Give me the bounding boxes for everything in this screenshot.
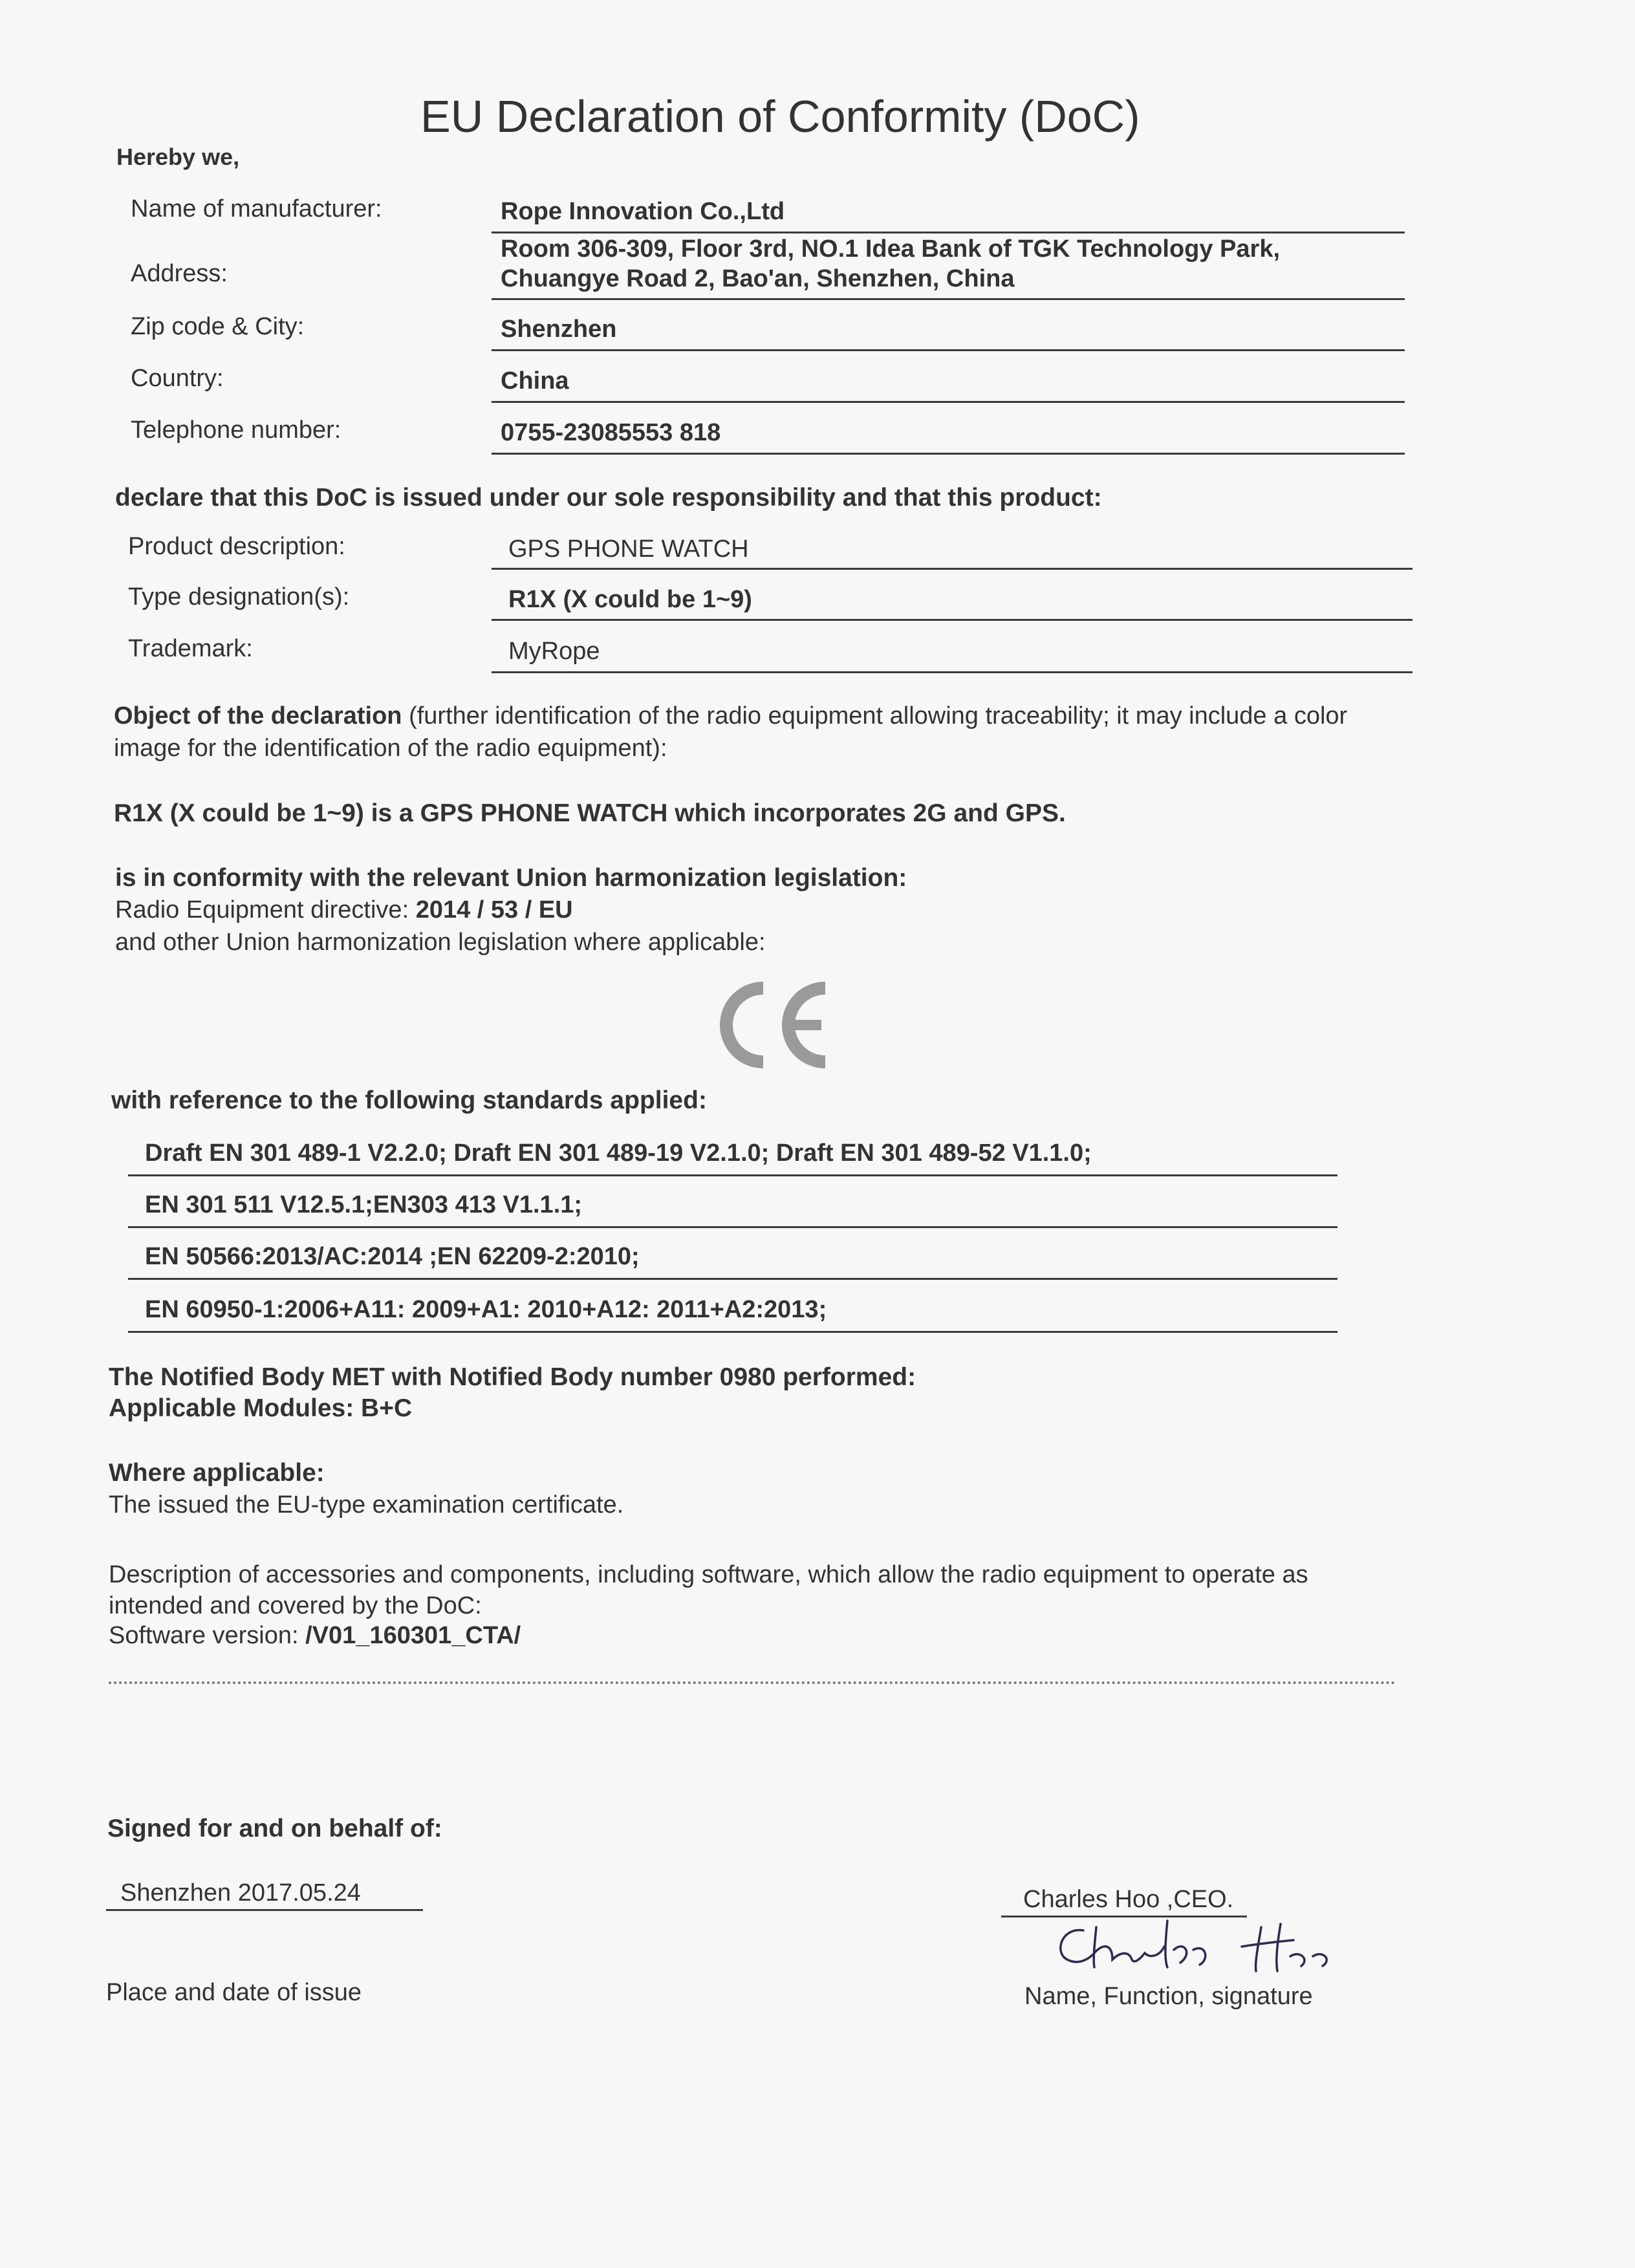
manufacturer-name-line [492,232,1405,233]
phone-label: Telephone number: [131,416,341,444]
other-legislation: and other Union harmonization legislation where applicable: [115,929,766,956]
hereby-text: Hereby we, [116,144,240,170]
directive-label: Radio Equipment directive: [115,896,416,923]
standard-line [128,1174,1337,1176]
handwritten-signature [1048,1914,1345,1985]
address-line1: Room 306-309, Floor 3rd, NO.1 Idea Bank of TGK Technology Park, [501,235,1281,263]
address-label: Address: [131,260,228,287]
object-statement: R1X (X could be 1~9) is a GPS PHONE WATCH which incorporates 2G and GPS. [114,799,1066,827]
address-line [492,298,1405,300]
standard-item: EN 301 511 V12.5.1;EN303 413 V1.1.1; [145,1191,583,1218]
notified-body-line1: The Notified Body MET with Notified Body number 0980 performed: [109,1363,916,1391]
type-designation-label: Type designation(s): [128,583,350,610]
product-description-line [492,568,1413,570]
address-line2: Chuangye Road 2, Bao'an, Shenzhen, China [501,265,1015,292]
object-heading: Object of the declaration [114,702,402,729]
accessories-line1: Description of accessories and components, including software, which allow the radio equipment to operate as [109,1561,1308,1588]
manufacturer-name-label: Name of manufacturer: [131,195,382,222]
product-description-label: Product description: [128,533,345,560]
phone-line [492,453,1405,455]
country-value: China [501,367,569,394]
zip-label: Zip code & City: [131,313,305,340]
type-designation-value: R1X (X could be 1~9) [508,586,752,613]
standard-item: EN 60950-1:2006+A11: 2009+A1: 2010+A12: 2011+A2:2013; [145,1296,827,1323]
directive-line [115,896,573,924]
dotted-separator [109,1681,1396,1684]
phone-value: 0755-23085553 818 [501,419,721,446]
product-description-value: GPS PHONE WATCH [508,535,749,563]
notified-body-line2: Applicable Modules: B+C [109,1394,413,1422]
signed-heading: Signed for and on behalf of: [107,1815,442,1842]
trademark-line [492,671,1413,673]
standard-line [128,1278,1337,1280]
zip-value: Shenzhen [501,316,617,343]
conformity-heading: is in conformity with the relevant Union harmonization legislation: [115,864,907,892]
ce-mark-icon [718,977,834,1074]
where-applicable-text: The issued the EU-type examination certificate. [109,1491,624,1518]
signatory-name: Charles Hoo ,CEO. [1023,1886,1234,1913]
object-declaration-line2: image for the identification of the radio equipment): [114,735,667,762]
object-rest: (further identification of the radio equipment allowing traceability; it may include a color [402,702,1348,729]
place-date-label: Place and date of issue [106,1979,362,2006]
software-version-line [109,1622,521,1650]
document-title: EU Declaration of Conformity (DoC) [420,91,1140,142]
trademark-label: Trademark: [128,635,253,662]
where-applicable-heading: Where applicable: [109,1459,325,1487]
country-line [492,401,1405,403]
declare-statement: declare that this DoC is issued under our sole responsibility and that this product: [115,484,1102,512]
country-label: Country: [131,365,224,392]
software-version-label: Software version: [109,1622,306,1649]
place-date-value: Shenzhen 2017.05.24 [120,1879,361,1906]
place-date-line [106,1909,423,1911]
standard-line [128,1331,1337,1333]
standard-line [128,1226,1337,1228]
standard-item: EN 50566:2013/AC:2014 ;EN 62209-2:2010; [145,1243,640,1270]
standard-item: Draft EN 301 489-1 V2.2.0; Draft EN 301 489-19 V2.1.0; Draft EN 301 489-52 V1.1.0; [145,1139,1092,1167]
zip-line [492,349,1405,351]
manufacturer-name-value: Rope Innovation Co.,Ltd [501,198,785,225]
trademark-value: MyRope [508,638,600,665]
software-version-value: /V01_160301_CTA/ [305,1622,521,1649]
accessories-line2: intended and covered by the DoC: [109,1592,482,1619]
object-declaration-line1 [114,702,1347,730]
name-function-signature-label: Name, Function, signature [1024,1983,1313,2010]
type-designation-line [492,619,1413,621]
standards-heading: with reference to the following standards applied: [111,1086,707,1114]
directive-value: 2014 / 53 / EU [415,896,573,923]
